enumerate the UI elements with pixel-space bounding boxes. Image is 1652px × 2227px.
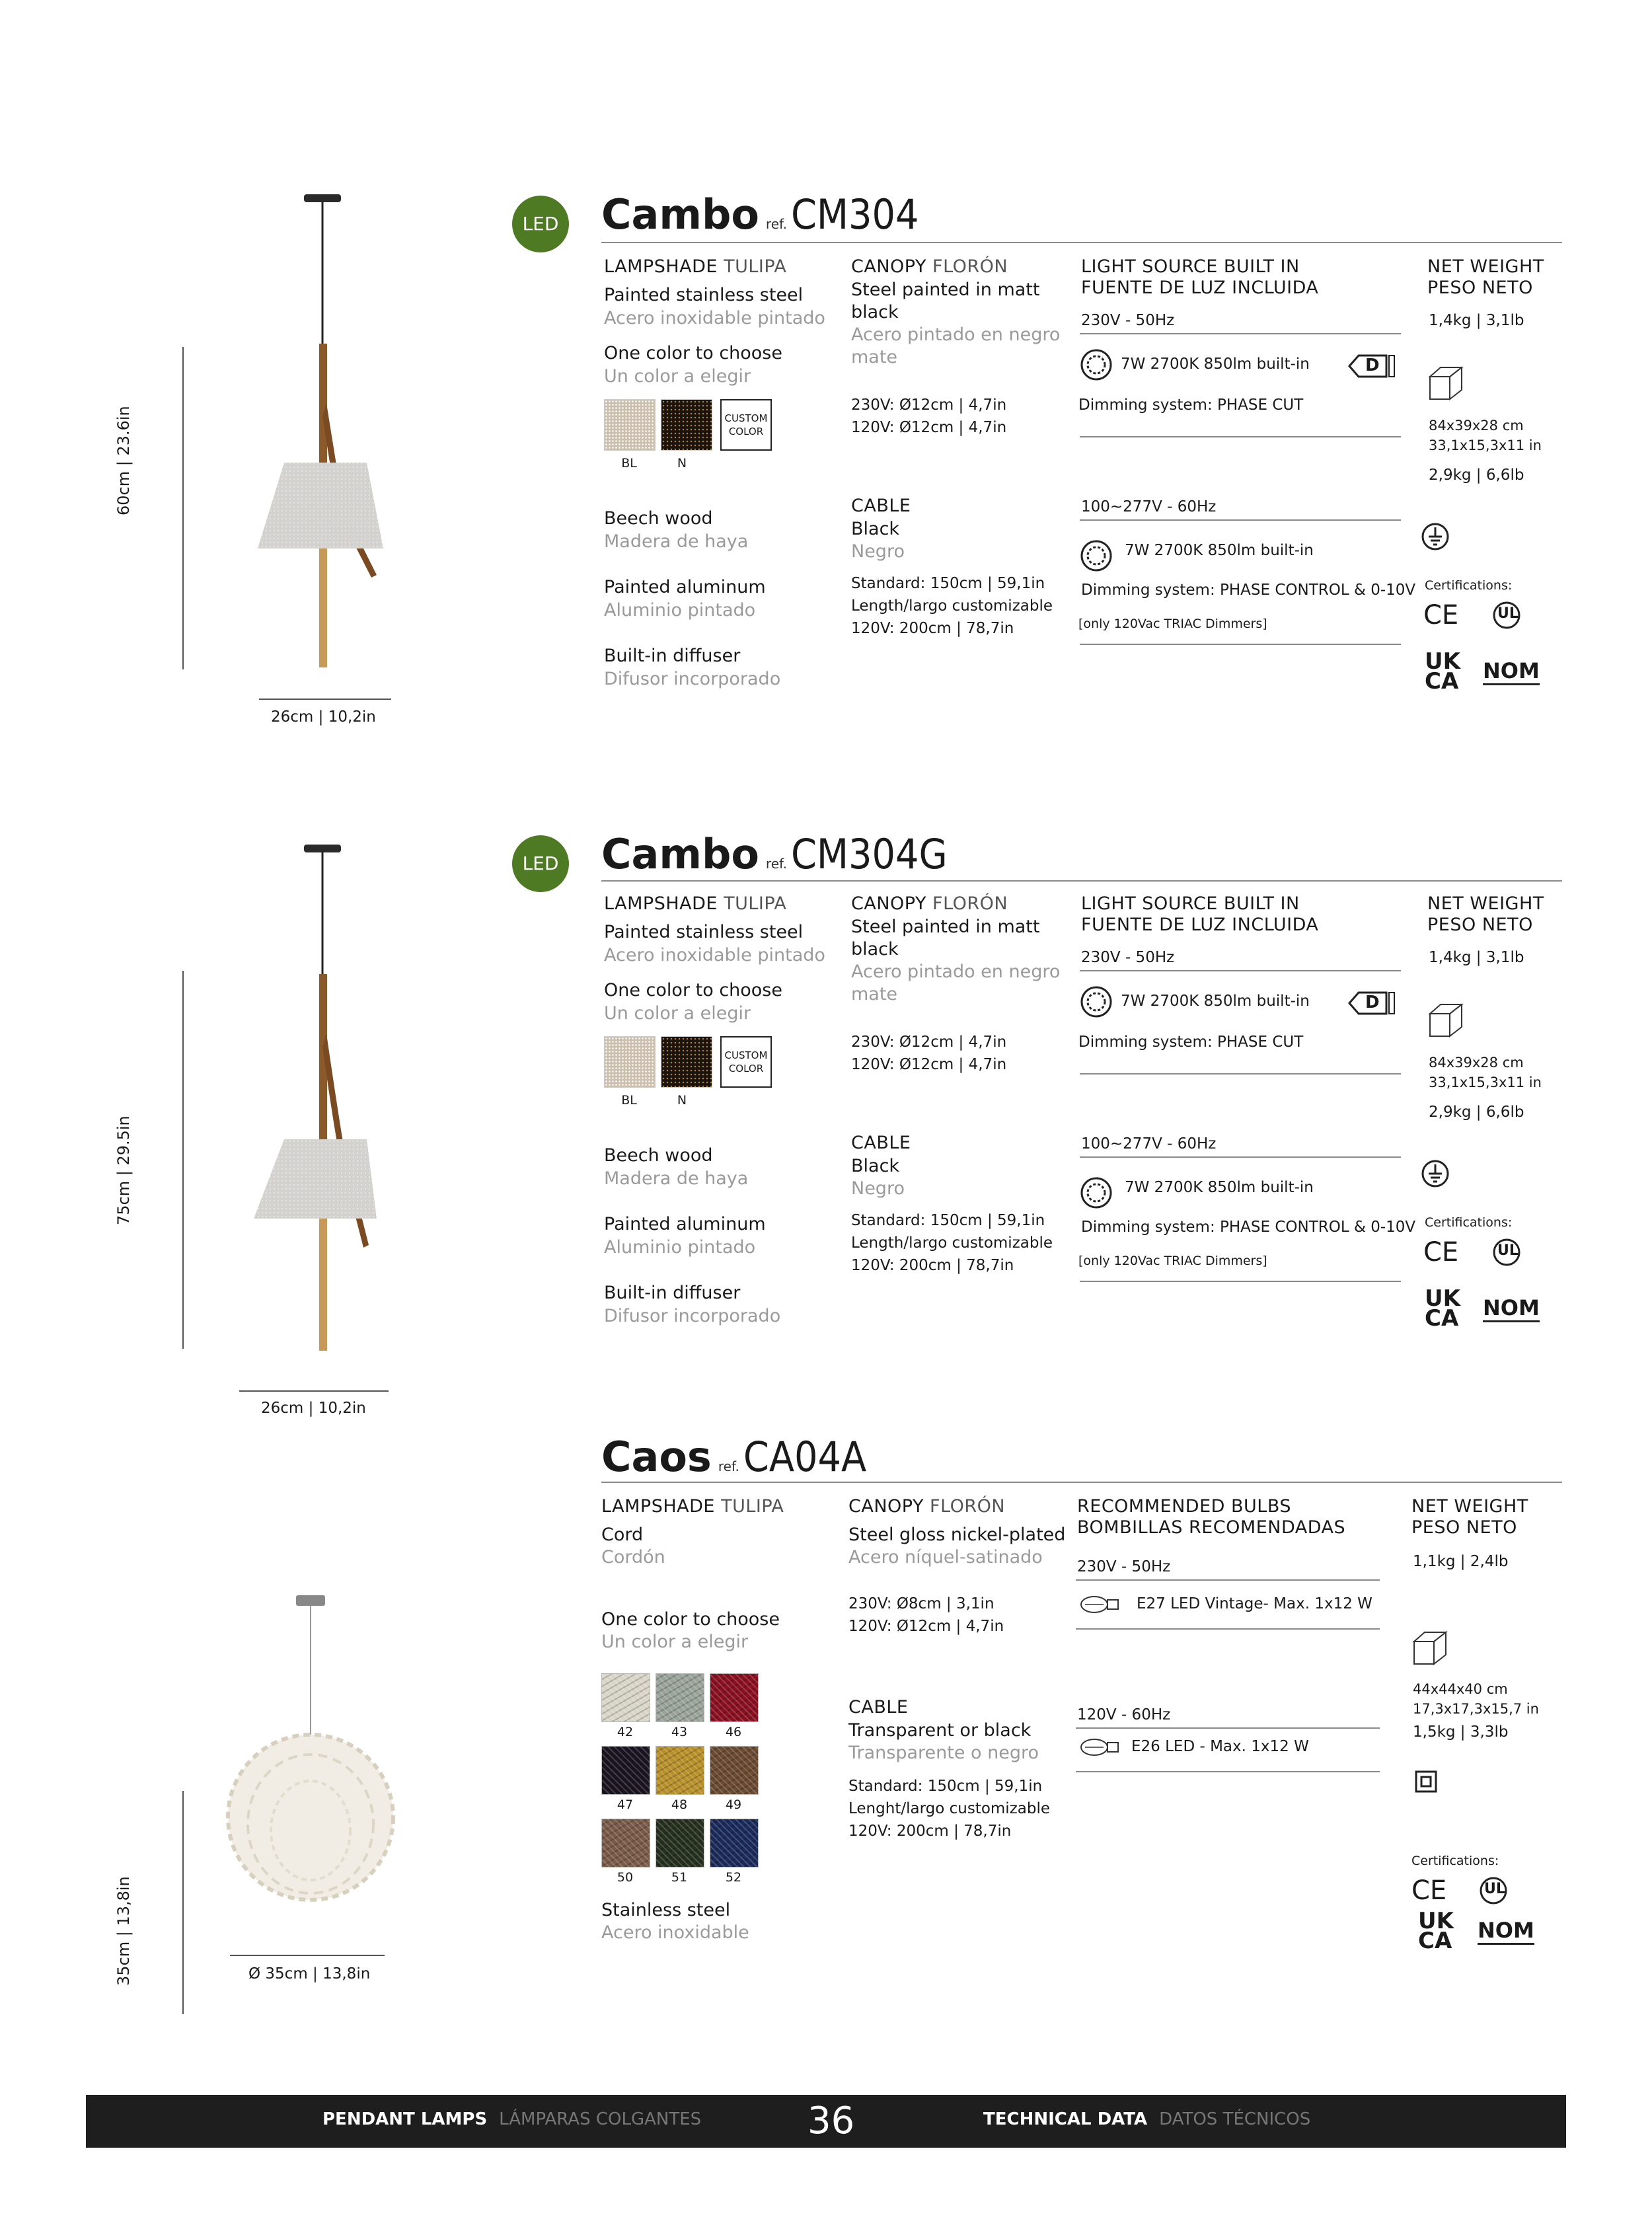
product-name: Cambo: [601, 830, 759, 878]
swatch-color: [710, 1673, 759, 1722]
canopy-dim-230: 230V: Ø8cm | 3,1in: [848, 1595, 995, 1612]
canopy-dim-230: 230V: Ø12cm | 4,7in: [851, 1034, 1007, 1051]
caos-swatch-49[interactable]: [710, 1746, 760, 1812]
box-dimensions-in: 33,1x15,3x11 in: [1429, 1075, 1542, 1090]
canopy-material-es-2: mate: [851, 984, 898, 1004]
net-weight: 1,1kg | 2,4lb: [1413, 1553, 1509, 1570]
canopy-material-en-2: black: [851, 302, 899, 322]
divider: [1080, 1073, 1401, 1075]
color-choice-es: Un color a elegir: [601, 1632, 749, 1652]
swatch-color: [656, 1673, 704, 1722]
ukca-mark-icon: UK CA: [1425, 1285, 1460, 1332]
ref-label: ref.: [765, 856, 787, 872]
caos-swatch-48[interactable]: [656, 1746, 706, 1812]
caos-swatch-51[interactable]: [656, 1819, 706, 1885]
swatch-label: 52: [725, 1870, 742, 1885]
diffuser-en: Built-in diffuser: [604, 1283, 741, 1303]
swatch-n[interactable]: [661, 1036, 712, 1088]
net-weight-heading-es: PESO NETO: [1411, 1517, 1517, 1538]
cable-color-en: Black: [851, 519, 900, 539]
certifications-label: Certifications:: [1425, 1215, 1513, 1230]
light-spec-100: 7W 2700K 850lm built-in: [1125, 1179, 1314, 1196]
title-divider: [601, 1482, 1562, 1483]
aluminum-es: Aluminio pintado: [604, 1237, 756, 1258]
caos-swatch-42[interactable]: [601, 1673, 652, 1739]
canopy-dim-120: 120V: Ø12cm | 4,7in: [851, 419, 1007, 436]
width-dimension-label: Ø 35cm | 13,8in: [248, 1965, 371, 1982]
dimming-230: Dimming system: PHASE CUT: [1078, 1034, 1304, 1051]
cable-color-en: Transparent or black: [848, 1720, 1032, 1741]
color-choice-es: Un color a elegir: [604, 1003, 751, 1024]
ref-code: CM304G: [790, 830, 948, 878]
wood-es: Madera de haya: [604, 531, 749, 552]
product-name: Caos: [601, 1433, 712, 1481]
ul-mark-icon: UL: [1483, 1237, 1533, 1267]
ul-mark-icon: UL: [1483, 600, 1533, 630]
swatch-label-bl: BL: [621, 456, 637, 471]
canopy-material-en: Steel gloss nickel-plated: [848, 1525, 1066, 1545]
box-dimensions-cm: 84x39x28 cm: [1429, 418, 1524, 434]
color-choice-en: One color to choose: [604, 980, 782, 1000]
height-dimension-line: [182, 971, 184, 1349]
cable-heading: CABLE: [851, 1133, 911, 1153]
divider: [1076, 1771, 1380, 1772]
bulb-120: E26 LED - Max. 1x12 W: [1131, 1738, 1309, 1755]
swatch-color: [601, 1746, 650, 1795]
voltage-230: 230V - 50Hz: [1081, 949, 1175, 966]
swatch-color: [601, 1819, 650, 1868]
cambo-lamp-illustration: [244, 192, 403, 674]
cambo-lamp-illustration: [244, 842, 403, 1357]
double-insulation-icon: [1414, 1770, 1438, 1793]
divider: [1076, 1628, 1380, 1630]
cable-standard: Standard: 150cm | 59,1in: [851, 575, 1045, 592]
box-icon: [1427, 1002, 1467, 1039]
canopy-dim-120: 120V: Ø12cm | 4,7in: [851, 1056, 1007, 1073]
light-spec-230: 7W 2700K 850lm built-in: [1121, 993, 1310, 1010]
divider: [1080, 519, 1401, 521]
gross-weight: 2,9kg | 6,6lb: [1429, 467, 1524, 484]
net-weight-heading-es: PESO NETO: [1427, 278, 1533, 298]
net-weight: 1,4kg | 3,1lb: [1429, 312, 1524, 329]
height-dimension-label: 60cm | 23.6in: [114, 406, 133, 515]
steel-es: Acero inoxidable: [601, 1922, 749, 1943]
canopy-heading: CANOPY FLORÓN: [851, 256, 1008, 277]
swatch-custom-color[interactable]: CUSTOM COLOR: [720, 1036, 772, 1088]
voltage-100: 100~277V - 60Hz: [1081, 498, 1217, 515]
lampshade-material-en: Painted stainless steel: [604, 285, 804, 305]
divider: [1080, 333, 1401, 334]
diffuser-es: Difusor incorporado: [604, 1306, 781, 1326]
gross-weight: 1,5kg | 3,3lb: [1413, 1723, 1509, 1741]
ref-label: ref.: [765, 216, 787, 232]
light-source-heading-es: FUENTE DE LUZ INCLUIDA: [1081, 278, 1319, 298]
ref-label: ref.: [718, 1458, 739, 1474]
divider: [1076, 1727, 1380, 1729]
caos-swatch-52[interactable]: [710, 1819, 760, 1885]
light-spec-230: 7W 2700K 850lm built-in: [1121, 356, 1310, 373]
swatch-n[interactable]: [661, 399, 712, 451]
dimming-100: Dimming system: PHASE CONTROL & 0-10V: [1081, 1219, 1416, 1236]
led-bulb-icon: [1078, 984, 1114, 1020]
aluminum-es: Aluminio pintado: [604, 600, 756, 621]
steel-en: Stainless steel: [601, 1900, 731, 1920]
canopy-dim-230: 230V: Ø12cm | 4,7in: [851, 396, 1007, 414]
canopy-material-es: Acero níquel-satinado: [848, 1547, 1043, 1567]
width-dimension-line: [239, 1390, 389, 1392]
cable-customizable: Length/largo customizable: [851, 597, 1053, 615]
certifications-label: Certifications:: [1411, 1854, 1499, 1868]
box-dimensions-in: 33,1x15,3x11 in: [1429, 437, 1542, 453]
net-weight-heading-en: NET WEIGHT: [1427, 256, 1544, 277]
led-badge: LED: [512, 196, 569, 252]
divider: [1080, 1156, 1401, 1158]
nom-mark-icon: NOM: [1483, 658, 1540, 685]
diffuser-es: Difusor incorporado: [604, 669, 781, 689]
box-icon: [1427, 365, 1467, 402]
swatch-color: [601, 1673, 650, 1722]
caos-swatch-46[interactable]: [710, 1673, 760, 1739]
swatch-bl[interactable]: [604, 399, 656, 451]
net-weight: 1,4kg | 3,1lb: [1429, 949, 1524, 966]
product-caos-ca04a: [0, 1414, 1652, 2022]
light-source-heading-en: LIGHT SOURCE BUILT IN: [1081, 256, 1300, 277]
divider: [1080, 436, 1401, 437]
led-bulb-icon: [1078, 538, 1114, 574]
product-cambo-cm304: [0, 0, 1652, 740]
cable-heading: CABLE: [848, 1697, 909, 1717]
wood-en: Beech wood: [604, 508, 713, 529]
aluminum-en: Painted aluminum: [604, 577, 766, 597]
height-dimension-label: 75cm | 29.5in: [114, 1115, 133, 1225]
lampshade-heading: LAMPSHADE TULIPA: [604, 256, 787, 277]
divider: [1080, 1281, 1401, 1282]
caos-swatch-50[interactable]: [601, 1819, 652, 1885]
light-spec-100: 7W 2700K 850lm built-in: [1125, 542, 1314, 559]
swatch-label: 47: [617, 1797, 634, 1812]
cable-heading: CABLE: [851, 496, 911, 516]
box-icon: [1411, 1630, 1451, 1667]
canopy-dim-120: 120V: Ø12cm | 4,7in: [848, 1618, 1004, 1635]
light-source-heading-es: FUENTE DE LUZ INCLUIDA: [1081, 915, 1319, 935]
lampshade-material-es: Acero inoxidable pintado: [604, 945, 825, 965]
triac-note: [only 120Vac TRIAC Dimmers]: [1078, 617, 1267, 631]
canopy-heading: CANOPY FLORÓN: [848, 1496, 1006, 1517]
ground-icon: [1421, 1159, 1450, 1188]
lampshade-material-en: Cord: [601, 1525, 644, 1545]
bulbs-heading-en: RECOMMENDED BULBS: [1077, 1496, 1292, 1517]
box-dimensions-cm: 44x44x40 cm: [1413, 1681, 1508, 1697]
ukca-mark-icon: UK CA: [1425, 648, 1460, 695]
width-dimension-label: 26cm | 10,2in: [261, 1400, 366, 1417]
swatch-color: [710, 1819, 759, 1868]
divider: [1076, 1579, 1380, 1581]
voltage-100: 100~277V - 60Hz: [1081, 1135, 1217, 1152]
ref-code: CM304: [790, 190, 919, 239]
aluminum-en: Painted aluminum: [604, 1214, 766, 1234]
canopy-material-en-1: Steel painted in matt: [851, 280, 1040, 300]
net-weight-heading-es: PESO NETO: [1427, 915, 1533, 935]
cable-customizable: Length/largo customizable: [851, 1234, 1053, 1252]
ukca-mark-icon: UK CA: [1418, 1908, 1454, 1954]
vintage-bulb-icon: [1078, 1594, 1121, 1615]
canopy-material-es-1: Acero pintado en negro: [851, 324, 1061, 345]
swatch-color: [656, 1746, 704, 1795]
cable-standard: Standard: 150cm | 59,1in: [851, 1212, 1045, 1229]
energy-class-icon: D: [1348, 990, 1397, 1016]
led-bulb-icon: [1078, 347, 1114, 383]
caos-swatch-grid: [601, 1673, 767, 1885]
gross-weight: 2,9kg | 6,6lb: [1429, 1104, 1524, 1121]
divider: [1080, 970, 1401, 971]
box-dimensions-in: 17,3x17,3x15,7 in: [1413, 1701, 1539, 1717]
product-title: [601, 192, 919, 247]
wood-en: Beech wood: [604, 1145, 713, 1166]
height-dimension-line: [182, 1791, 184, 2014]
triac-note: [only 120Vac TRIAC Dimmers]: [1078, 1254, 1267, 1268]
height-dimension-label: 35cm | 13,8in: [114, 1876, 133, 1986]
led-bulb-icon: [1078, 1175, 1114, 1211]
swatch-custom-color[interactable]: CUSTOM COLOR: [720, 399, 772, 451]
led-badge: LED: [512, 835, 569, 892]
footer-data-label: TECHNICAL DATA DATOS TÉCNICOS: [983, 2109, 1311, 2129]
page-number: 36: [807, 2099, 855, 2142]
cable-color-en: Black: [851, 1156, 900, 1176]
canopy-material-es-1: Acero pintado en negro: [851, 962, 1061, 982]
wood-es: Madera de haya: [604, 1168, 749, 1189]
net-weight-heading-en: NET WEIGHT: [1427, 893, 1544, 914]
cable-standard: Standard: 150cm | 59,1in: [848, 1778, 1043, 1795]
swatch-label-n: N: [677, 1093, 687, 1108]
light-source-heading-en: LIGHT SOURCE BUILT IN: [1081, 893, 1300, 914]
cable-color-es: Negro: [851, 1178, 905, 1199]
cable-customizable: Lenght/largo customizable: [848, 1800, 1050, 1817]
swatch-label-bl: BL: [621, 1093, 637, 1108]
swatch-label-n: N: [677, 456, 687, 471]
cable-color-es: Transparente o negro: [848, 1743, 1039, 1763]
swatch-label: 42: [617, 1725, 634, 1739]
dimming-230: Dimming system: PHASE CUT: [1078, 396, 1304, 414]
swatch-label: 46: [725, 1725, 742, 1739]
bulbs-heading-es: BOMBILLAS RECOMENDADAS: [1077, 1517, 1346, 1538]
height-dimension-line: [182, 347, 184, 669]
canopy-material-en-1: Steel painted in matt: [851, 917, 1040, 937]
canopy-heading: CANOPY FLORÓN: [851, 893, 1008, 914]
width-dimension-line: [230, 1955, 385, 1956]
swatch-color: [656, 1819, 704, 1868]
canopy-material-es-2: mate: [851, 347, 898, 367]
ce-mark-icon: CE: [1411, 1875, 1447, 1906]
lampshade-material-en: Painted stainless steel: [604, 922, 804, 942]
voltage-230: 230V - 50Hz: [1077, 1558, 1171, 1575]
energy-class-icon: D: [1348, 353, 1397, 379]
cable-120v: 120V: 200cm | 78,7in: [851, 1257, 1014, 1274]
nom-mark-icon: NOM: [1483, 1295, 1540, 1322]
product-name: Cambo: [601, 190, 759, 239]
lampshade-material-es: Acero inoxidable pintado: [604, 308, 825, 328]
cable-color-es: Negro: [851, 541, 905, 562]
swatch-label: 49: [725, 1797, 742, 1812]
title-divider: [601, 242, 1562, 243]
box-dimensions-cm: 84x39x28 cm: [1429, 1055, 1524, 1071]
swatch-label: 50: [617, 1870, 634, 1885]
ground-icon: [1421, 522, 1450, 551]
dimming-100: Dimming system: PHASE CONTROL & 0-10V: [1081, 582, 1416, 599]
voltage-120: 120V - 60Hz: [1077, 1706, 1171, 1723]
swatch-label: 48: [671, 1797, 688, 1812]
nom-mark-icon: NOM: [1478, 1918, 1534, 1945]
swatch-label: 51: [671, 1870, 688, 1885]
cable-120v: 120V: 200cm | 78,7in: [851, 620, 1014, 637]
ul-mark-icon: UL: [1470, 1875, 1520, 1906]
certifications-label: Certifications:: [1425, 578, 1513, 593]
bulb-230: E27 LED Vintage- Max. 1x12 W: [1137, 1595, 1372, 1612]
color-choice-es: Un color a elegir: [604, 366, 751, 387]
width-dimension-label: 26cm | 10,2in: [271, 708, 376, 726]
lampshade-heading: LAMPSHADE TULIPA: [601, 1496, 784, 1517]
product-title: [601, 831, 948, 887]
lampshade-heading: LAMPSHADE TULIPA: [604, 893, 787, 914]
diffuser-en: Built-in diffuser: [604, 646, 741, 666]
page-footer: [86, 2095, 1566, 2148]
canopy-material-en-2: black: [851, 939, 899, 960]
net-weight-heading-en: NET WEIGHT: [1411, 1496, 1528, 1517]
vintage-bulb-icon: [1078, 1737, 1121, 1758]
color-choice-en: One color to choose: [604, 343, 782, 363]
color-choice-en: One color to choose: [601, 1609, 780, 1630]
title-divider: [601, 880, 1562, 882]
swatch-color: [710, 1746, 759, 1795]
swatch-label: 43: [671, 1725, 688, 1739]
cable-120v: 120V: 200cm | 78,7in: [848, 1823, 1012, 1840]
swatch-bl[interactable]: [604, 1036, 656, 1088]
caos-lamp-illustration: [218, 1593, 403, 1949]
caos-swatch-43[interactable]: [656, 1673, 706, 1739]
caos-swatch-47[interactable]: [601, 1746, 652, 1812]
lampshade-material-es: Cordón: [601, 1547, 665, 1567]
ref-code: CA04A: [743, 1433, 867, 1481]
voltage-230: 230V - 50Hz: [1081, 312, 1175, 329]
ce-mark-icon: CE: [1423, 600, 1459, 630]
product-cambo-cm304g: [0, 637, 1652, 1417]
footer-section-label: PENDANT LAMPS LÁMPARAS COLGANTES: [322, 2109, 702, 2129]
ce-mark-icon: CE: [1423, 1237, 1459, 1267]
